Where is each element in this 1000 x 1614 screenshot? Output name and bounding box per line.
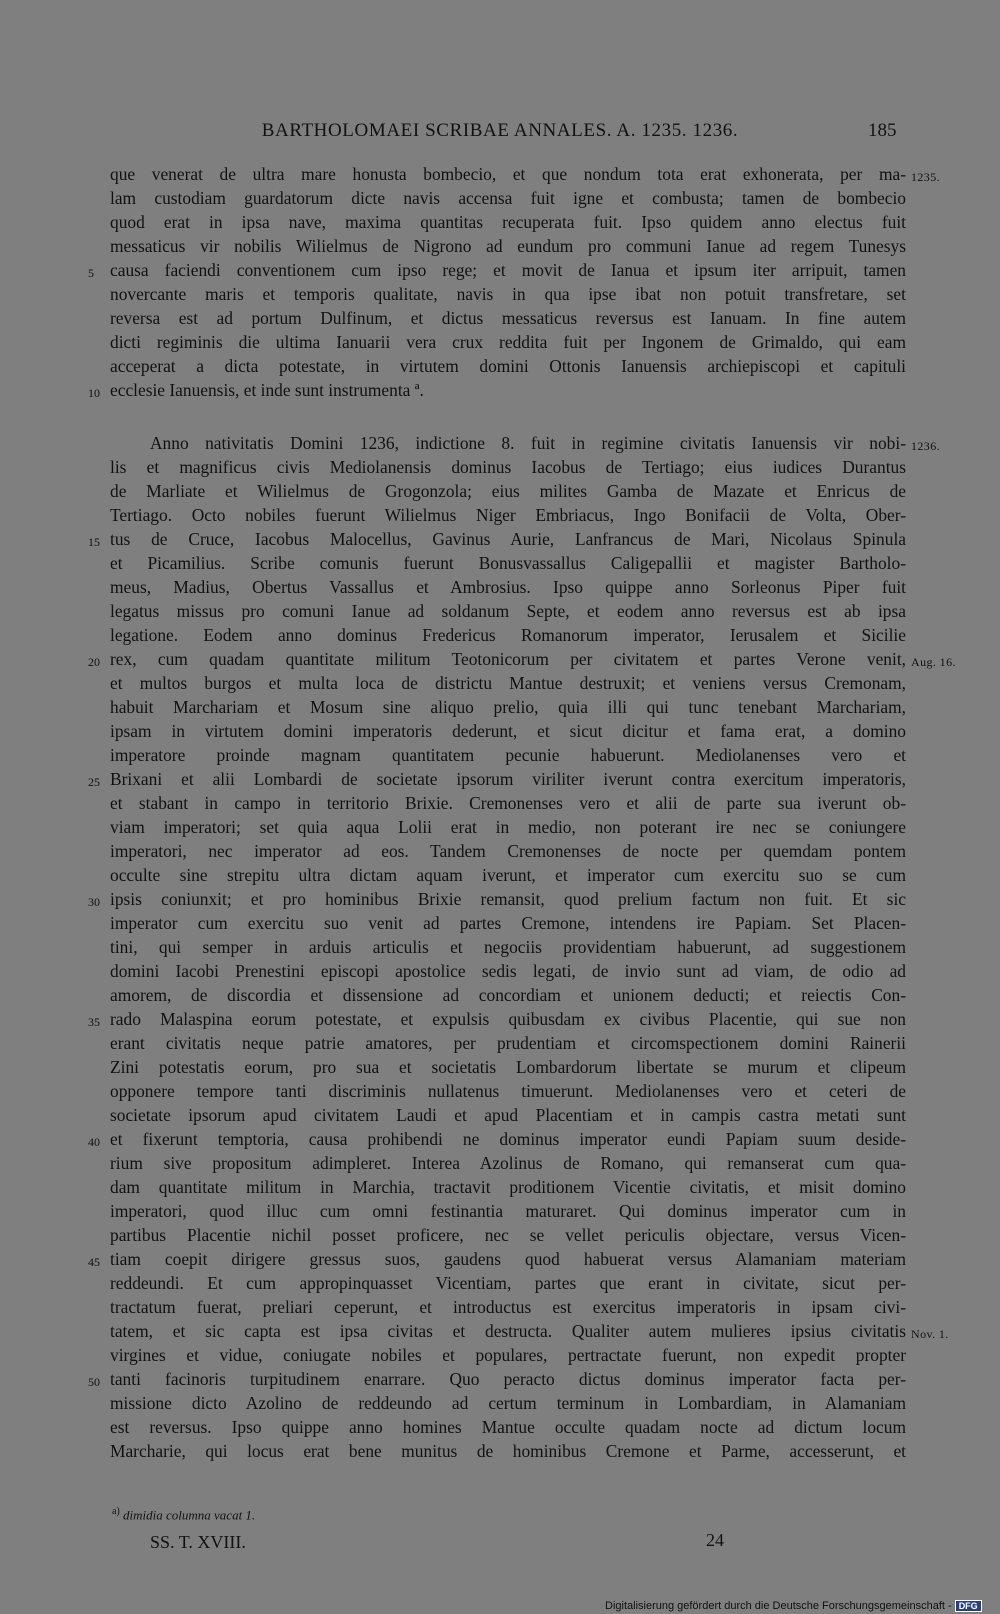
text-line: missione dicto Azolino de reddeundo ad certum terminum in Lombardiam, in Alamaniam — [110, 1393, 906, 1413]
line-number: 10 — [88, 386, 100, 400]
text-line: Marcharie, qui locus erat bene munitus de hominibus Cremone et Parme, accesserunt, et — [110, 1441, 906, 1461]
footnote-text: dimidia columna vacat 1. — [123, 1507, 256, 1523]
text-line: ipsis coniunxit; et pro hominibus Brixie remansit, quod prelium factum non fuit. Et sic — [110, 889, 906, 909]
text-line: ecclesie Ianuensis, et inde sunt instrumenta ª. — [110, 380, 424, 400]
text-line: societate ipsorum apud civitatem Laudi et apud Placentiam et in campis castra metati sunt — [110, 1105, 906, 1125]
text-line: virgines et vidue, coniugate nobiles et populares, pertractate fuerunt, non expedit propter — [110, 1345, 906, 1365]
line-number: 20 — [88, 655, 100, 669]
text-line: habuit Marchariam et Mosum sine aliquo prelio, quia illi qui tunc tenebant Marchariam, — [110, 697, 906, 717]
text-line: causa faciendi conventionem cum ipso rege; et movit de Ianua et ipsum iter arripuit, tamen — [110, 260, 906, 280]
text-line: imperator cum exercitu suo venit ad partes Cremone, intendens ire Papiam. Set Placen- — [110, 913, 906, 933]
line-number: 25 — [88, 775, 100, 789]
text-line: ipsam in virtutem domini imperatoris dederunt, et sicut dicitur et fama erat, a domino — [110, 721, 906, 741]
line-number: 30 — [88, 895, 100, 909]
text-line: dam quantitate militum in Marchia, tractavit proditionem Vicentie civitatis, et misit domino — [110, 1177, 906, 1197]
text-line: Anno nativitatis Domini 1236, indictione 8. fuit in regimine civitatis Ianuensis vir nobi- — [150, 433, 906, 453]
line-number: 15 — [88, 535, 100, 549]
footer-sheet-number: 24 — [706, 1530, 724, 1550]
text-line: rium sive propositum adimpleret. Interea Azolinus de Romano, qui remanserat cum qua- — [110, 1153, 906, 1173]
text-line: acceperat a dicta potestate, in virtutem domini Ottonis Ianuensis archiepiscopi et capituli — [110, 356, 906, 376]
text-line: opponere tempore tanti discriminis nullatenus timuerunt. Mediolanenses vero et ceteri de — [110, 1081, 906, 1101]
text-line: occulte sine strepitu ultra dictam aquam iverunt, et imperator cum exercitu suo se cum — [110, 865, 906, 885]
text-line: lam custodiam guardatorum dicte navis accensa fuit igne et combusta; tamen de bombecio — [110, 188, 906, 208]
text-line: tanti facinoris turpitudinem enarrare. Quo peracto dictus dominus imperator facta per- — [110, 1369, 906, 1389]
text-line: est reversus. Ipso quippe anno homines Mantue occulte quadam nocte ad dictum locum — [110, 1417, 906, 1437]
text-line: et Picamilius. Scribe comunis fuerunt Bonusvassallus Caligepallii et magister Bartholo- — [110, 553, 906, 573]
text-line: que venerat de ultra mare honusta bombecio, et que nondum tota erat exhonerata, per ma- — [110, 164, 906, 184]
text-line: domini Iacobi Prenestini episcopi apostolice sedis legati, de invio sunt ad viam, de odio ad — [110, 961, 906, 981]
margin-date-aug: Aug. 16. — [911, 655, 956, 669]
text-line: et fixerunt temptoria, causa prohibendi ne dominus imperator eundi Papiam suum deside- — [110, 1129, 906, 1149]
text-line: tiam coepit dirigere gressus suos, gaudens quod habuerat versus Alamaniam materiam — [110, 1249, 906, 1269]
text-line: dicti regiminis die ultima Ianuarii vera crux reddita fuit per Ingonem de Grimaldo, qui eam — [110, 332, 906, 352]
margin-year-1235: 1235. — [911, 170, 940, 184]
text-line: imperatore proinde magnam quantitatem pecunie habuerunt. Mediolanenses vero et — [110, 745, 906, 765]
text-line: erant civitatis neque patrie amatores, per prudentiam et circomspectionem domini Rainerii — [110, 1033, 906, 1053]
digitization-credit — [605, 1600, 982, 1612]
line-number: 35 — [88, 1015, 100, 1029]
text-line: tractatum fuerat, preliari ceperunt, et introductus est exercitus imperatoris in ipsam civi- — [110, 1297, 906, 1317]
text-line: reversa est ad portum Dulfinum, et dictus messaticus reversus est Ianuam. In fine autem — [110, 308, 906, 328]
running-title: BARTHOLOMAEI SCRIBAE ANNALES. A. 1235. 1236. — [261, 120, 739, 141]
text-line: messaticus vir nobilis Wilielmus de Nigrono ad eundum pro communi Ianue ad regem Tunesys — [110, 236, 906, 256]
text-line: rado Malaspina eorum potestate, et expulsis quibusdam ex civibus Placentie, qui sue non — [110, 1009, 906, 1029]
text-line: viam imperatori; set quia aqua Lolii erat in medio, non poterant ire nec se coniungere — [110, 817, 906, 837]
text-line: et multos burgos et multa loca de districtu Mantue destruxit; et veniens versus Cremonam, — [110, 673, 906, 693]
margin-date-nov: Nov. 1. — [911, 1327, 949, 1341]
text-line: Brixani et alii Lombardi de societate ipsorum viriliter iverunt contra exercitum imperatoris, — [110, 769, 906, 789]
text-line: Tertiago. Octo nobiles fuerunt Wilielmus Niger Embriacus, Ingo Bonifacii de Volta, Ober- — [110, 505, 906, 525]
line-number: 40 — [88, 1135, 100, 1149]
page-number: 185 — [868, 120, 897, 141]
text-line: partibus Placentie nichil posset proficere, nec se vellet periculis objectare, versus Vicen- — [110, 1225, 906, 1245]
text-line: amorem, de discordia et dissensione ad concordiam et unionem deducti; et reiectis Con- — [110, 985, 906, 1005]
text-line: lis et magnificus civis Mediolanensis dominus Iacobus de Tertiago; eius iudices Durantus — [110, 457, 906, 477]
text-line: Zini potestatis eorum, pro sua et societatis Lombardorum libertate se murum et clipeum — [110, 1057, 906, 1077]
dfg-logo: DFG — [955, 1600, 982, 1612]
footnote-marker: a) — [112, 1506, 120, 1517]
line-number: 45 — [88, 1255, 100, 1269]
footer-signature: SS. T. XVIII. — [150, 1532, 246, 1552]
text-line: de Marliate et Wilielmus de Grogonzola; eius milites Gamba de Mazate et Enricus de — [110, 481, 906, 501]
footnote — [112, 1506, 255, 1523]
line-number: 5 — [88, 266, 94, 280]
text-line: legatus missus pro comuni Ianue ad soldanum Septe, et eodem anno reversus est ab ipsa — [110, 601, 906, 621]
text-line: et stabant in campo in territorio Brixie. Cremonenses vero et alii de parte sua iverunt ob- — [110, 793, 906, 813]
credit-text: Digitalisierung gefördert durch die Deutsche Forschungsgemeinschaft - — [605, 1600, 952, 1612]
text-line: tus de Cruce, Iacobus Malocellus, Gavinus Aurie, Lanfrancus de Mari, Nicolaus Spinula — [110, 529, 906, 549]
text-line: tini, qui semper in arduis articulis et negociis providentiam habuerunt, ad suggestionem — [110, 937, 906, 957]
text-line: meus, Madius, Obertus Vassallus et Ambrosius. Ipso quippe anno Sorleonus Piper fuit — [110, 577, 906, 597]
text-line: novercante maris et temporis qualitate, navis in qua ipse ibat non potuit transfretare, set — [110, 284, 906, 304]
line-number: 50 — [88, 1375, 100, 1389]
text-line: imperatori, nec imperator ad eos. Tandem Cremonenses de nocte per quemdam pontem — [110, 841, 906, 861]
text-line: tatem, et sic capta est ipsa civitas et destructa. Qualiter autem mulieres ipsius civitatis — [110, 1321, 906, 1341]
margin-year-1236: 1236. — [911, 439, 940, 453]
text-line: reddeundi. Et cum appropinquasset Vicentiam, partes que erant in civitate, sicut per- — [110, 1273, 906, 1293]
text-line: rex, cum quadam quantitate militum Teotonicorum per civitatem et partes Verone venit, — [110, 649, 906, 669]
text-line: imperatori, quod illuc cum omni festinantia maturaret. Qui dominus imperator cum in — [110, 1201, 906, 1221]
text-line: quod erat in ipsa nave, maxima quantitas recuperata fuit. Ipso quidem anno electus fuit — [110, 212, 906, 232]
text-line: legatione. Eodem anno dominus Fredericus Romanorum imperator, Ierusalem et Sicilie — [110, 625, 906, 645]
text-line — [110, 1465, 906, 1487]
